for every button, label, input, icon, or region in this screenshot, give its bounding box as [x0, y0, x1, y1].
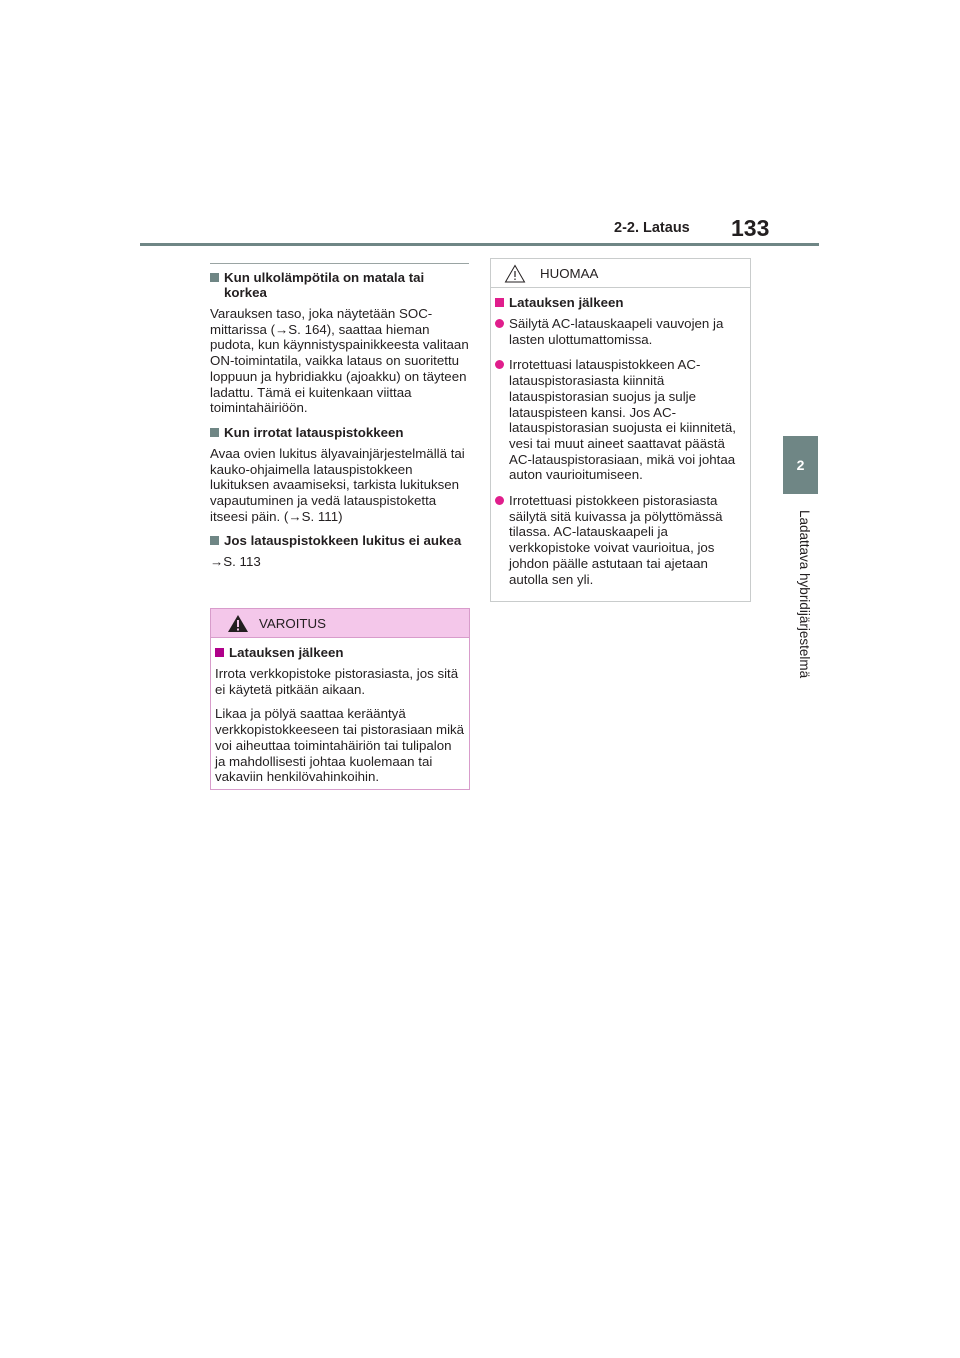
warning-paragraph-2: Likaa ja pölyä saattaa kerääntyä verkkopistokkeeseen tai pistorasiaan mikä voi aiheuttaa toimintahäiriön tai tulipalon ja mahdollisesti johtaa kuolemaan tai vakaviin henkilövahinkoihin. [215, 706, 465, 785]
header-rule [140, 243, 819, 246]
list-item: Irrotettuasi pistokkeen pistorasiasta säilytä sitä kuivassa ja pölyttömässä tilassa. AC-latauskaapeli ja verkkopistoke voivat vaurioitua, jos johdon päälle astutaan tai ajetaan autolla sen yli. [495, 493, 746, 587]
list-item: Säilytä AC-latauskaapeli vauvojen ja lasten ulottumattomissa. [495, 316, 746, 347]
notice-triangle-icon [504, 264, 526, 283]
square-bullet-icon [495, 298, 504, 307]
circle-bullet-icon [495, 319, 504, 328]
heading-low-high-temp: Kun ulkolämpötila on matala tai korkea [210, 270, 469, 300]
square-bullet-icon [210, 273, 219, 282]
notice-heading: Latauksen jälkeen [495, 295, 746, 310]
paragraph-reference: →S. 113 [210, 554, 261, 570]
notice-box-header [491, 259, 750, 288]
circle-bullet-icon [495, 360, 504, 369]
chapter-title: Ladattava hybridijärjestelmä [797, 510, 812, 679]
section-title: 2-2. Lataus [614, 220, 690, 236]
square-bullet-icon [210, 428, 219, 437]
list-item: Irrotettuasi latauspistokkeen AC-latauspistorasiasta kiinnitä latauspistorasian suojus ja sulje latauspisteen kansi. Jos AC-latauspistorasian suojusta ei kiinnitetä, vesi tai muut aineet saattavat päästä AC-latauspistorasiaan, mikä voi johtaa auton vaurioitumiseen. [495, 357, 746, 483]
paragraph-soc: Varauksen taso, joka näytetään SOC-mittarissa (→S. 164), saattaa hieman pudota, kun käynnistyspainikkeesta valitaan ON-toimintatila, vaikka lataus on suoritettu loppuun ja hybridiakku (ajoakku) on täyteen ladattu. Tämä ei kuitenkaan viittaa toimintahäiriöön. [210, 306, 469, 416]
section-rule [210, 263, 469, 264]
warning-paragraph-1: Irrota verkkopistoke pistorasiasta, jos sitä ei käytetä pitkään aikaan. [215, 666, 459, 697]
heading-unplug: Kun irrotat latauspistokkeen [210, 425, 469, 440]
notice-box-body [491, 288, 750, 587]
warning-heading: Latauksen jälkeen [215, 645, 465, 660]
notice-title: HUOMAA [540, 266, 599, 281]
square-bullet-icon [215, 648, 224, 657]
left-column [210, 263, 469, 579]
square-bullet-icon [210, 536, 219, 545]
warning-box [210, 608, 470, 790]
warning-box-header [211, 609, 469, 638]
chapter-side-label [792, 510, 812, 700]
paragraph-unplug: Avaa ovien lukitus älyavainjärjestelmällä tai kauko-ohjaimella latauspistokkeen lukituksen avaamiseksi, tarkista lukituksen vapautuminen ja vedä latauspistoketta itseesi päin. (→S. 111) [210, 445, 465, 524]
page-number: 133 [731, 215, 770, 241]
circle-bullet-icon [495, 496, 504, 505]
chapter-tab: 2 [783, 436, 818, 494]
warning-box-body [211, 638, 469, 785]
notice-box [490, 258, 751, 602]
warning-triangle-icon [227, 614, 249, 633]
warning-title: VAROITUS [259, 616, 326, 631]
heading-lock-not-open: Jos latauspistokkeen lukitus ei aukea [210, 533, 469, 548]
